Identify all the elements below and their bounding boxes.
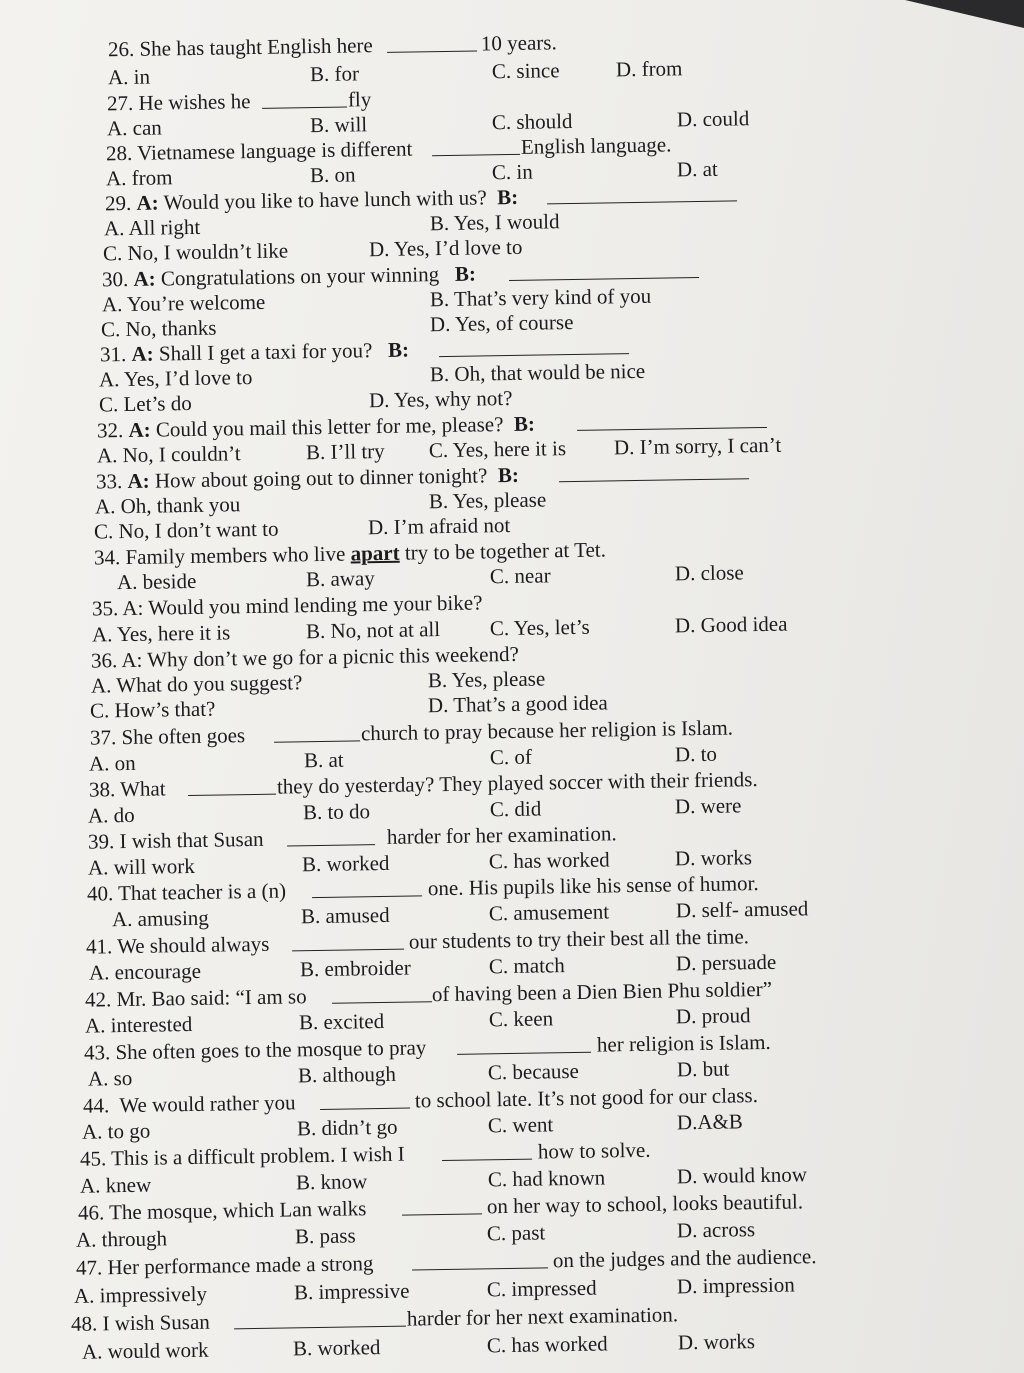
question-number: 31. — [99, 342, 127, 367]
option-c[interactable]: C. has worked — [488, 847, 610, 874]
option-b[interactable]: B. Yes, I would — [429, 209, 560, 236]
question-text: Family members who live — [125, 541, 346, 570]
option-b[interactable]: B. worked — [292, 1335, 381, 1361]
option-d[interactable]: D. to — [674, 741, 718, 767]
option-d[interactable]: D. Yes, of course — [429, 309, 574, 337]
question-text-after: church to pray because her religion is Islam. — [360, 715, 734, 746]
option-b[interactable]: B. amused — [300, 902, 390, 929]
answer-blank[interactable] — [274, 722, 360, 742]
option-c[interactable]: C. went — [487, 1112, 554, 1138]
option-a[interactable]: A. from — [105, 165, 173, 191]
question-text-after: they do yesterday? They played soccer with their friends. — [276, 767, 758, 799]
question-text-after: to school late. It’s not good for our class. — [414, 1083, 759, 1113]
underlined-word: apart — [350, 540, 400, 566]
speaker-b: B: — [454, 261, 477, 286]
question-number: 38. — [88, 777, 116, 802]
option-c[interactable]: C. of — [489, 744, 533, 770]
option-c[interactable]: C. since — [491, 58, 560, 84]
option-a[interactable]: A. Oh, thank you — [94, 492, 241, 519]
question-text-after: one. His pupils like his sense of humor. — [427, 871, 759, 901]
option-d[interactable]: D. Yes, why not? — [368, 385, 513, 413]
answer-blank[interactable] — [412, 1249, 548, 1270]
speaker-b: B: — [497, 462, 520, 488]
option-c[interactable]: C. had known — [487, 1165, 606, 1192]
speaker-b: B: — [496, 184, 519, 210]
option-b[interactable]: B. No, not at all — [305, 617, 441, 644]
question-text: She often goes — [121, 723, 246, 750]
question-text: How about going out to dinner tonight? — [154, 463, 488, 493]
question-text: Would you like to have lunch with us? — [163, 185, 487, 215]
answer-blank[interactable] — [387, 33, 477, 53]
option-b[interactable]: B. at — [303, 747, 344, 773]
option-b[interactable]: B. know — [295, 1169, 368, 1195]
speaker-a: A: — [133, 266, 156, 291]
option-a[interactable]: A. in — [107, 64, 151, 90]
option-c[interactable]: C. in — [491, 159, 533, 185]
option-c[interactable]: C. Let’s do — [98, 390, 192, 417]
question-text: Mr. Bao said: “I am so — [116, 984, 307, 1012]
option-b[interactable]: B. on — [309, 162, 356, 188]
question-text-after: of having been a Dien Bien Phu soldier” — [431, 976, 773, 1007]
question-text: She often goes to the mosque to pray — [115, 1035, 427, 1065]
option-b[interactable]: B. impressive — [293, 1278, 410, 1305]
option-a[interactable]: A. through — [75, 1226, 168, 1252]
question-text: What — [119, 776, 166, 802]
option-d[interactable]: D. works — [674, 845, 753, 871]
option-b[interactable]: B. to do — [302, 799, 371, 825]
answer-blank[interactable] — [320, 1090, 410, 1110]
option-d[interactable]: D. works — [677, 1329, 756, 1355]
question-text: I wish Susan — [102, 1309, 211, 1336]
option-d[interactable]: D. close — [674, 560, 744, 586]
option-c[interactable]: C. match — [488, 953, 565, 979]
option-c[interactable]: C. No, I wouldn’t like — [102, 238, 289, 266]
question-text-after: how to solve. — [537, 1137, 651, 1164]
option-c[interactable]: C. near — [489, 563, 551, 589]
answer-blank[interactable] — [312, 877, 422, 898]
answer-blank[interactable] — [457, 1034, 591, 1055]
option-a[interactable]: A. knew — [79, 1172, 152, 1198]
option-c[interactable]: C. Yes, here it is — [428, 436, 567, 463]
answer-blank[interactable] — [432, 136, 520, 156]
option-b[interactable]: B. Yes, please — [428, 487, 547, 514]
question-number: 43. — [83, 1040, 111, 1065]
option-a[interactable]: A. No, I couldn’t — [96, 441, 241, 468]
question-text-after: on her way to school, looks beautiful. — [486, 1189, 804, 1219]
answer-blank[interactable] — [292, 931, 404, 952]
option-b[interactable]: B. will — [309, 112, 368, 138]
option-b[interactable]: B. Yes, please — [427, 666, 546, 693]
option-d[interactable]: D. but — [676, 1056, 730, 1082]
question-number: 32. — [96, 418, 124, 443]
option-a[interactable]: A. All right — [103, 214, 201, 241]
question-number: 41. — [85, 934, 113, 959]
option-a[interactable]: A. will work — [87, 853, 195, 880]
answer-blank[interactable] — [439, 335, 629, 357]
option-c[interactable]: C. Yes, let’s — [489, 614, 590, 641]
answer-blank[interactable] — [509, 259, 699, 281]
answer-blank[interactable] — [188, 776, 276, 796]
option-b[interactable]: B. That’s very kind of you — [429, 283, 652, 312]
question-number: 35. — [91, 596, 119, 621]
question-text: He wishes he — [138, 89, 251, 115]
option-b[interactable]: B. embroider — [299, 955, 411, 982]
option-b[interactable]: B. excited — [298, 1008, 385, 1035]
option-a[interactable]: A. Yes, I’d love to — [98, 365, 253, 392]
option-b[interactable]: B. Oh, that would be nice — [429, 358, 646, 387]
question-number: 29. — [104, 190, 132, 216]
option-c[interactable]: C. did — [489, 796, 542, 822]
answer-blank[interactable] — [577, 409, 767, 431]
option-a[interactable]: A. You’re welcome — [101, 289, 266, 317]
answer-blank[interactable] — [234, 1308, 406, 1330]
speaker-b: B: — [387, 337, 410, 362]
option-b[interactable]: B. worked — [301, 850, 390, 877]
question-text-after: fly — [347, 87, 372, 112]
option-d[interactable]: D. That’s a good idea — [427, 690, 608, 718]
question-text: A: Would you mind lending me your bike? — [122, 590, 483, 621]
question-number: 40. — [86, 881, 114, 906]
option-a[interactable]: A. so — [87, 1065, 133, 1091]
question-number: 44. — [82, 1093, 110, 1118]
option-d[interactable]: D. would know — [676, 1162, 808, 1189]
speaker-b: B: — [513, 411, 536, 436]
option-d[interactable]: D. self- amused — [675, 896, 809, 923]
option-d[interactable]: D. from — [615, 56, 683, 82]
answer-blank[interactable] — [287, 826, 375, 846]
option-b[interactable]: B. I’ll try — [305, 438, 385, 465]
question-text: This is a difficult problem. I wish I — [110, 1141, 405, 1171]
option-c[interactable]: C. past — [486, 1220, 546, 1246]
question-text: She has taught English here — [139, 33, 373, 61]
option-c[interactable]: C. No, thanks — [100, 315, 217, 342]
option-a[interactable]: A. beside — [116, 568, 197, 595]
question-text-after: on the judges and the audience. — [552, 1244, 817, 1273]
option-b[interactable]: B. pass — [294, 1223, 356, 1249]
option-a[interactable]: A. can — [106, 115, 162, 141]
option-d[interactable]: D. I’m afraid not — [367, 512, 511, 540]
speaker-a: A: — [128, 417, 151, 442]
question-text-after: our students to try their best all the time. — [408, 924, 750, 954]
option-d[interactable]: D. impression — [676, 1272, 795, 1299]
option-c[interactable]: C. amusement — [488, 899, 610, 926]
question-number: 47. — [75, 1255, 103, 1280]
question-number: 46. — [77, 1200, 105, 1225]
question-text-after: 10 years. — [480, 30, 557, 56]
option-c[interactable]: C. No, I don’t want to — [93, 516, 279, 544]
option-a[interactable]: A. would work — [81, 1337, 209, 1364]
question-text: Her performance made a strong — [107, 1251, 374, 1280]
option-c[interactable]: C. because — [487, 1058, 580, 1085]
answer-blank[interactable] — [332, 983, 432, 1004]
question-number: 26. — [107, 36, 135, 62]
option-d[interactable]: D. could — [676, 106, 750, 132]
option-a[interactable]: A. on — [88, 750, 136, 776]
option-d[interactable]: D. across — [676, 1217, 756, 1243]
question-text-after: try to be together at Tet. — [404, 537, 607, 565]
speaker-a: A: — [131, 341, 154, 366]
answer-blank[interactable] — [559, 460, 749, 482]
option-a[interactable]: A. impressively — [73, 1281, 208, 1308]
question-number: 28. — [105, 140, 133, 166]
question-text: The mosque, which Lan walks — [108, 1196, 367, 1225]
option-c[interactable]: C. should — [491, 109, 573, 135]
option-d[interactable]: D. proud — [675, 1003, 751, 1029]
option-b[interactable]: B. although — [297, 1061, 397, 1088]
option-d[interactable]: D. I’m sorry, I can’t — [613, 432, 782, 460]
question-number: 27. — [106, 90, 134, 116]
question-number: 37. — [89, 725, 117, 750]
question-text: Congratulations on your winning — [160, 262, 440, 291]
option-a[interactable]: A. do — [87, 802, 135, 828]
option-a[interactable]: A. What do you suggest? — [90, 670, 303, 698]
option-c[interactable]: C. How’s that? — [89, 696, 216, 723]
question-text: Vietnamese language is different — [136, 136, 413, 165]
option-c[interactable]: C. has worked — [486, 1331, 608, 1358]
option-d[interactable]: D. were — [674, 793, 742, 819]
question-number: 34. — [93, 545, 121, 570]
question-number: 39. — [87, 829, 115, 854]
question-text-after: harder for her examination. — [386, 821, 617, 849]
option-d[interactable]: D.A&B — [676, 1109, 744, 1135]
question-number: 33. — [95, 469, 123, 494]
option-b[interactable]: B. away — [305, 566, 375, 592]
question-text: We should always — [116, 931, 270, 959]
question-text: I wish that Susan — [119, 826, 264, 854]
answer-blank[interactable] — [262, 89, 347, 109]
option-a[interactable]: A. Yes, here it is — [91, 620, 231, 647]
option-a[interactable]: A. to go — [81, 1118, 151, 1144]
speaker-a: A: — [136, 190, 159, 215]
question-number: 36. — [90, 648, 118, 673]
option-a[interactable]: A. amusing — [111, 905, 209, 932]
question-text: Shall I get a taxi for you? — [158, 338, 373, 366]
option-c[interactable]: C. impressed — [486, 1275, 597, 1302]
option-d[interactable]: D. Yes, I’d love to — [368, 234, 523, 262]
answer-blank[interactable] — [442, 1141, 532, 1161]
question-text: We would rather you — [119, 1090, 296, 1118]
question-number: 42. — [84, 987, 112, 1012]
question-text: Could you mail this letter for me, please? — [155, 412, 504, 442]
option-d[interactable]: D. at — [676, 156, 718, 182]
question-text-after: English language. — [520, 132, 672, 159]
option-d[interactable]: D. persuade — [675, 949, 777, 976]
speaker-a: A: — [127, 468, 150, 493]
answer-blank[interactable] — [402, 1195, 482, 1215]
question-text: That teacher is a (n) — [117, 878, 287, 906]
option-b[interactable]: B. didn’t go — [296, 1114, 398, 1141]
option-a[interactable]: A. encourage — [88, 958, 202, 985]
question-text-after: her religion is Islam. — [596, 1029, 771, 1057]
answer-blank[interactable] — [547, 182, 737, 204]
question-text: A: Why don’t we go for a picnic this weekend? — [121, 641, 520, 673]
question-number: 48. — [70, 1311, 98, 1336]
question-text-after: harder for her next examination. — [406, 1302, 679, 1331]
option-c[interactable]: C. keen — [488, 1006, 554, 1032]
question-number: 30. — [101, 266, 129, 292]
option-d[interactable]: D. Good idea — [674, 611, 788, 638]
option-a[interactable]: A. interested — [84, 1011, 193, 1038]
option-b[interactable]: B. for — [309, 61, 360, 87]
question-number: 45. — [79, 1146, 107, 1171]
